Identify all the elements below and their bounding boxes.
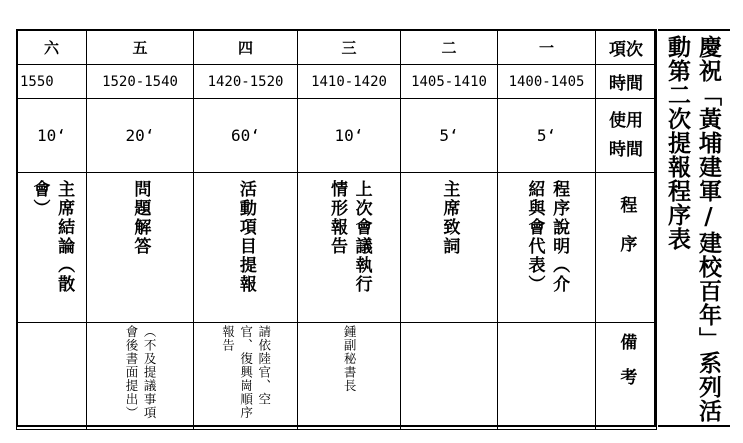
column-header: 五 xyxy=(87,30,194,65)
time-cell: 1410-1420 xyxy=(298,65,401,99)
column-header: 六 xyxy=(17,30,87,65)
table-frame xyxy=(16,29,656,427)
row-label-duration: 使用時間 xyxy=(596,99,657,173)
document-title: 慶祝「黃埔建軍/建校百年」系列活動第二次提報程序表 xyxy=(663,35,722,423)
time-cell: 1550 xyxy=(17,65,87,99)
notes-text: （不及提議事項會後書面提出） xyxy=(124,325,158,420)
row-label-time: 時間 xyxy=(596,65,657,99)
notes-text: 請依陸官、空官、復興崗順序報告 xyxy=(220,325,272,420)
column-header: 二 xyxy=(401,30,498,65)
column-header: 三 xyxy=(298,30,401,65)
procedure-text: 程序說明（介紹與會代表） xyxy=(524,179,570,294)
time-cell: 1520-1540 xyxy=(87,65,194,99)
procedure-text: 主席致詞 xyxy=(439,179,460,256)
duration-cell: 20‘ xyxy=(87,99,194,173)
duration-cell: 10‘ xyxy=(298,99,401,173)
row-label-notes: 備考 xyxy=(616,333,637,403)
duration-cell: 10‘ xyxy=(17,99,87,173)
duration-cell: 5‘ xyxy=(401,99,498,173)
duration-cell: 60‘ xyxy=(194,99,298,173)
procedure-text: 上次會議執行情形報告 xyxy=(327,179,372,294)
row-label-item: 項次 xyxy=(596,30,657,65)
row-label-procedure: 程序 xyxy=(616,195,637,274)
notes-text: 鍾副秘書長 xyxy=(342,325,358,393)
procedure-text: 活動項目提報 xyxy=(235,179,256,294)
column-header: 一 xyxy=(498,30,596,65)
time-cell: 1420-1520 xyxy=(194,65,298,99)
column-header: 四 xyxy=(194,30,298,65)
procedure-text: 主席結論（散會） xyxy=(29,179,75,294)
title-box xyxy=(658,29,730,427)
time-cell: 1400-1405 xyxy=(498,65,596,99)
duration-cell: 5‘ xyxy=(498,99,596,173)
procedure-text: 問題解答 xyxy=(130,179,151,256)
time-cell: 1405-1410 xyxy=(401,65,498,99)
